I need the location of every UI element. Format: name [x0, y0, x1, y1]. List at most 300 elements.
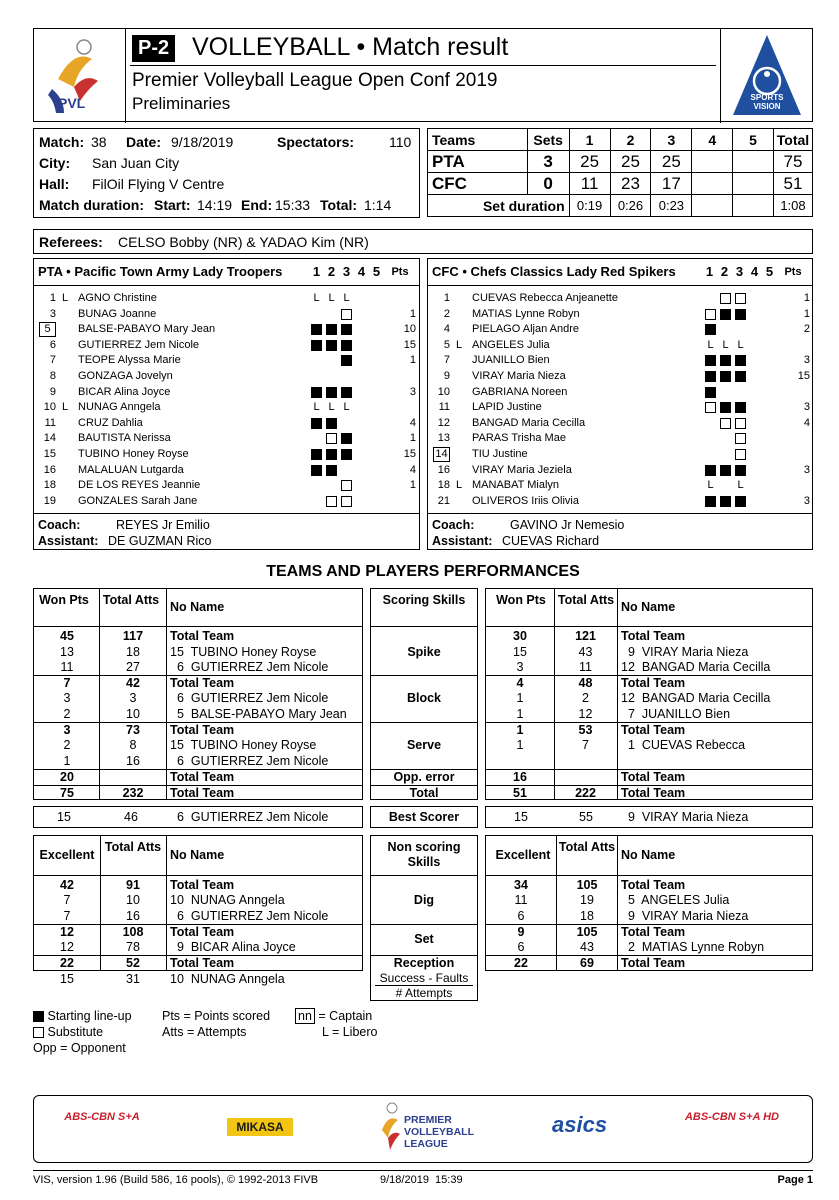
- match-number: 38: [91, 134, 107, 150]
- player-name: PARAS Trisha Mae: [472, 432, 566, 445]
- player-name: 15 TUBINO Honey Royse: [170, 738, 317, 752]
- sets-won: 3: [527, 151, 569, 173]
- player-points: 4: [803, 416, 810, 429]
- won-points: 1: [63, 754, 71, 768]
- set-score: 75: [773, 151, 812, 173]
- player-points: 3: [803, 354, 810, 367]
- set-cell: [720, 478, 731, 493]
- legend-captain-text: = Captain: [318, 1009, 373, 1023]
- spectators-label: Spectators:: [277, 134, 355, 150]
- set-participation: [705, 291, 746, 306]
- total-atts-header: Total Atts: [104, 840, 162, 854]
- set-header: Pts: [391, 265, 409, 278]
- libero-mark: L: [456, 338, 463, 351]
- set-participation: [311, 478, 352, 493]
- sets-won: 0: [527, 173, 569, 195]
- player-name: 5 ANGELES Julia: [621, 893, 730, 907]
- total-attempts: 8: [129, 738, 137, 752]
- libero-mark: L: [722, 338, 729, 351]
- spectators-count: 110: [389, 134, 412, 150]
- divider: [371, 769, 477, 770]
- score-header: 5: [733, 129, 774, 151]
- divider: [486, 785, 812, 786]
- sponsor-abscbn-sa-hd: ABS-CBN S+A HD: [684, 1111, 779, 1123]
- player-number: 11: [44, 416, 56, 429]
- set-cell: [311, 322, 322, 337]
- divider: [34, 769, 362, 770]
- player-row: [428, 400, 812, 416]
- won-points: 75: [60, 786, 74, 800]
- team-a-assistant-label: Assistant:: [38, 534, 99, 548]
- set-participation: [311, 447, 352, 462]
- excellent-header: Excellent: [495, 848, 551, 862]
- team-a-set-headers: [311, 264, 410, 279]
- set-cell: [311, 338, 322, 353]
- filled-square-icon: [311, 449, 322, 460]
- filled-square-icon: [311, 387, 322, 398]
- libero-mark: L: [313, 400, 320, 413]
- end-value: 15:33: [275, 197, 311, 213]
- legend-starting: [33, 1008, 132, 1024]
- nonscoring-skills-header: Non scoring Skills: [387, 840, 461, 869]
- set-duration: 0:19: [569, 195, 610, 217]
- set-cell: [326, 385, 337, 400]
- divider: [375, 985, 473, 986]
- player-number: 5: [39, 322, 56, 337]
- legend-atts: Atts = Attempts: [162, 1025, 247, 1039]
- hall-value: FilOil Flying V Centre: [92, 176, 225, 192]
- player-row: [428, 353, 812, 369]
- set-cell: [311, 431, 322, 446]
- filled-square-icon: [705, 387, 716, 398]
- sponsor-abscbn-sa: ABS-CBN S+A: [64, 1111, 140, 1123]
- player-name: GONZAGA Jovelyn: [78, 370, 173, 382]
- nonscoring-skill-name: Reception: [393, 956, 455, 970]
- libero-mark: L: [343, 291, 350, 304]
- empty-square-icon: [735, 433, 746, 444]
- set-cell: [720, 369, 731, 384]
- player-number: 7: [443, 354, 450, 367]
- set-cell: [311, 307, 322, 322]
- set-score: 11: [569, 173, 610, 195]
- divider: [166, 836, 167, 970]
- excellent-count: 22: [514, 956, 528, 970]
- total-label: Total:: [320, 197, 358, 213]
- sponsor-mikasa: MIKASA: [227, 1118, 293, 1136]
- filled-square-icon: [326, 387, 337, 398]
- set-participation: [311, 353, 352, 368]
- player-name: Total Team: [621, 629, 686, 643]
- player-name: Total Team: [621, 786, 686, 800]
- total-attempts: 16: [126, 909, 140, 923]
- player-name: TIU Justine: [472, 448, 528, 460]
- empty-square-icon: [720, 293, 731, 304]
- set-participation: [705, 385, 746, 400]
- player-name: GONZALES Sarah Jane: [78, 494, 198, 507]
- set-cell: [705, 322, 716, 337]
- set-cell: [705, 291, 716, 306]
- won-points: 1: [516, 691, 524, 705]
- divider: [486, 722, 812, 723]
- player-number: 11: [438, 401, 450, 414]
- won-points: 15: [513, 645, 527, 659]
- score-header: 4: [692, 129, 733, 151]
- player-number: 1: [443, 292, 450, 304]
- player-name: Total Team: [621, 878, 686, 892]
- player-row: [428, 369, 812, 385]
- player-name: BICAR Alina Joyce: [78, 385, 171, 398]
- set-score: [733, 173, 774, 195]
- divider: [428, 285, 812, 286]
- set-participation: [311, 322, 352, 337]
- set-cell: [341, 494, 352, 509]
- set-cell: [341, 369, 352, 384]
- divider: [34, 875, 362, 876]
- team-b-roster: [427, 258, 813, 550]
- libero-mark: L: [328, 291, 335, 304]
- player-name: Total Team: [170, 956, 235, 970]
- total-attempts: 105: [576, 925, 598, 939]
- player-number: 9: [443, 370, 450, 382]
- player-row: [34, 478, 419, 494]
- player-name: BANGAD Maria Cecilla: [472, 416, 586, 429]
- filled-square-icon: [720, 355, 731, 366]
- set-header: 1: [312, 264, 321, 279]
- duration-label: Match duration:: [39, 197, 144, 213]
- set-cell: [705, 463, 716, 478]
- start-label: Start:: [154, 197, 191, 213]
- set-header: 3: [342, 264, 351, 279]
- set-cell: [735, 322, 746, 337]
- player-points: 2: [803, 323, 810, 336]
- player-row: [428, 478, 812, 494]
- filled-square-icon: [735, 402, 746, 413]
- sponsor-asics: asics: [552, 1112, 608, 1137]
- sports-vision-logo: [720, 29, 812, 123]
- divider: [371, 955, 477, 956]
- total-attempts: 31: [126, 972, 140, 986]
- total-attempts: 10: [126, 893, 140, 907]
- match-date: 9/18/2019: [171, 134, 234, 150]
- player-row: [428, 494, 812, 510]
- set-cell: [720, 385, 731, 400]
- won-points: 4: [516, 676, 524, 690]
- legend-mid: [162, 1008, 270, 1040]
- set-score: 25: [569, 151, 610, 173]
- filled-square-icon: [326, 324, 337, 335]
- won-pts-header: Won Pts: [39, 593, 89, 607]
- libero-mark: L: [343, 400, 350, 413]
- player-points: 15: [797, 370, 810, 382]
- page-number: Page 1: [777, 1174, 813, 1186]
- player-row: [34, 307, 419, 323]
- player-number: 6: [49, 338, 56, 351]
- set-cell: [720, 447, 731, 462]
- empty-square-icon: [326, 433, 337, 444]
- best-player: 6 GUTIERREZ Jem Nicole: [170, 810, 329, 824]
- filled-square-icon: [735, 309, 746, 320]
- score-box: [427, 128, 813, 218]
- set-cell: [720, 307, 731, 322]
- player-number: 16: [43, 463, 56, 476]
- player-row: [428, 322, 812, 338]
- best-pts: 15: [57, 810, 71, 824]
- filled-square-icon: [326, 418, 337, 429]
- set-cell: [341, 322, 352, 337]
- set-cell: [720, 416, 731, 431]
- filled-square-icon: [311, 418, 322, 429]
- total-atts-header: Total Atts: [102, 593, 160, 607]
- player-name: ANGELES Julia: [472, 338, 550, 351]
- excellent-count: 6: [517, 940, 525, 954]
- set-cell: [311, 416, 322, 431]
- set-cell: [735, 291, 746, 306]
- player-number: 10: [437, 385, 450, 398]
- player-number: 9: [49, 385, 56, 398]
- filled-square-icon: [720, 402, 731, 413]
- total-attempts: 232: [122, 786, 144, 800]
- total-attempts: 27: [126, 660, 140, 674]
- excellent-count: 11: [514, 893, 528, 907]
- player-name: Total Team: [170, 878, 235, 892]
- score-header: Total: [773, 129, 812, 151]
- set-cell: [341, 338, 352, 353]
- libero-mark: L: [328, 400, 335, 413]
- player-row: [34, 322, 419, 338]
- set-cell: [311, 494, 322, 509]
- set-score: 51: [773, 173, 812, 195]
- player-name: BUNAG Joanne: [78, 307, 157, 320]
- player-name: 6 GUTIERREZ Jem Nicole: [170, 909, 329, 923]
- player-name: Total Team: [621, 925, 686, 939]
- player-name: 2 MATIAS Lynne Robyn: [621, 940, 765, 954]
- excellent-count: 9: [517, 925, 525, 939]
- divider: [371, 722, 477, 723]
- player-points: 10: [403, 323, 416, 336]
- player-name: OLIVEROS Iriis Olivia: [472, 494, 579, 507]
- won-points: 30: [513, 629, 527, 643]
- set-cell: [326, 447, 337, 462]
- set-cell: [720, 291, 731, 306]
- player-name: 9 VIRAY Maria Nieza: [621, 909, 749, 923]
- set-cell: [311, 447, 322, 462]
- libero-mark: L: [62, 401, 69, 414]
- filled-square-icon: [326, 449, 337, 460]
- team-a-name: PTA • Pacific Town Army Lady Troopers: [38, 264, 283, 279]
- player-row: [428, 307, 812, 323]
- libero-mark: L: [456, 479, 463, 492]
- set-cell: [311, 463, 322, 478]
- set-duration: [733, 195, 774, 217]
- date-label: Date:: [126, 134, 162, 150]
- divider: [371, 675, 477, 676]
- set-participation: [311, 494, 352, 509]
- divider: [34, 722, 362, 723]
- excellent-count: 42: [60, 878, 74, 892]
- filled-square-icon: [735, 496, 746, 507]
- best-scorer-label-box: [370, 806, 478, 828]
- player-name: 12 BANGAD Maria Cecilla: [621, 691, 771, 705]
- total-attempts: 43: [580, 940, 594, 954]
- divider: [34, 955, 362, 956]
- excellent-count: 7: [63, 893, 71, 907]
- won-points: 11: [60, 660, 74, 674]
- set-cell: [341, 416, 352, 431]
- no-name-header: No Name: [621, 600, 676, 614]
- player-name: VIRAY Maria Nieza: [472, 370, 566, 382]
- player-name: TUBINO Honey Royse: [78, 448, 189, 460]
- player-name: 1 CUEVAS Rebecca: [621, 738, 746, 752]
- won-points: 3: [63, 723, 71, 737]
- player-row: [428, 416, 812, 432]
- score-header: 1: [569, 129, 610, 151]
- filled-square-icon: [720, 465, 731, 476]
- player-number: 8: [49, 370, 56, 382]
- player-number: 18: [43, 479, 56, 492]
- player-row: [34, 494, 419, 510]
- set-header: 2: [720, 264, 729, 279]
- competition-name: Premier Volleyball League Open Conf 2019: [132, 70, 498, 91]
- set-participation: [705, 416, 746, 431]
- total-attempts: 78: [126, 940, 140, 954]
- player-name: MALALUAN Lutgarda: [78, 463, 184, 476]
- set-cell: [705, 447, 716, 462]
- score-header: Teams: [428, 129, 528, 151]
- won-points: 45: [60, 629, 74, 643]
- set-cell: [705, 494, 716, 509]
- filled-square-icon: [326, 340, 337, 351]
- filled-square-icon: [311, 324, 322, 335]
- set-header: Pts: [784, 265, 802, 278]
- excellent-count: 12: [60, 925, 74, 939]
- player-points: 3: [409, 385, 416, 398]
- libero-mark: L: [313, 291, 320, 304]
- no-name-header: No Name: [170, 600, 225, 614]
- set-cell: [735, 463, 746, 478]
- set-cell: [705, 353, 716, 368]
- team-a-coach: REYES Jr Emilio: [116, 518, 210, 532]
- set-cell: [735, 431, 746, 446]
- player-row: [34, 353, 419, 369]
- header-box: [33, 28, 813, 122]
- legend-substitute: [33, 1024, 132, 1040]
- total-value: 1:14: [364, 197, 392, 213]
- scoring-skills-box: [370, 588, 478, 800]
- set-participation: [705, 463, 746, 478]
- won-points: 51: [513, 786, 527, 800]
- set-cell: [720, 494, 731, 509]
- team-code: CFC: [428, 173, 528, 195]
- set-score: 25: [651, 151, 692, 173]
- total-attempts: 121: [575, 629, 596, 643]
- player-points: 1: [803, 307, 810, 320]
- filled-square-icon: [705, 355, 716, 366]
- player-row: [428, 291, 812, 307]
- libero-mark: L: [62, 292, 69, 304]
- player-name: 12 BANGAD Maria Cecilla: [621, 660, 771, 674]
- total-attempts: 91: [126, 878, 140, 892]
- performance-title: TEAMS AND PLAYERS PERFORMANCES: [266, 563, 580, 580]
- no-name-header: No Name: [621, 848, 676, 862]
- divider: [34, 285, 419, 286]
- player-row: [34, 447, 419, 463]
- total-attempts: 12: [578, 707, 593, 721]
- player-points: 1: [409, 479, 416, 492]
- player-name: Total Team: [621, 956, 686, 970]
- excellent-count: 34: [514, 878, 528, 892]
- team-b-set-headers: [704, 264, 803, 279]
- empty-square-icon: [326, 496, 337, 507]
- report-code-badge: P-2: [132, 35, 175, 62]
- set-score: [692, 151, 733, 173]
- player-points: 4: [409, 463, 416, 476]
- captain-box-icon: nn: [295, 1008, 315, 1024]
- won-pts-header: Won Pts: [496, 593, 546, 607]
- player-number: 18: [437, 479, 450, 492]
- player-row: [428, 447, 812, 463]
- set-participation: [705, 353, 746, 368]
- excellent-count: 15: [60, 972, 74, 986]
- set-header: 2: [327, 264, 336, 279]
- header-divider: [130, 65, 716, 66]
- empty-square-icon: [341, 309, 352, 320]
- score-header: 3: [651, 129, 692, 151]
- empty-square-icon: [735, 418, 746, 429]
- player-row: [428, 385, 812, 401]
- set-cell: [341, 353, 352, 368]
- set-participation: [311, 431, 352, 446]
- libero-mark: L: [737, 338, 744, 351]
- reception-subtitle: Success - Faults: [379, 971, 469, 985]
- team-b-coach: GAVINO Jr Nemesio: [510, 518, 625, 532]
- set-cell: [326, 338, 337, 353]
- filled-square-icon: [311, 465, 322, 476]
- team-b-assistant-label: Assistant:: [432, 534, 493, 548]
- set-score: 25: [610, 151, 651, 173]
- filled-square-icon: [735, 371, 746, 382]
- filled-square-icon: [326, 465, 337, 476]
- divider: [486, 626, 812, 627]
- total-attempts: 48: [578, 676, 593, 690]
- set-participation: [311, 338, 352, 353]
- player-name: 6 GUTIERREZ Jem Nicole: [170, 660, 329, 674]
- player-row: [34, 338, 419, 354]
- player-number: 3: [49, 307, 56, 320]
- player-number: 12: [437, 416, 450, 429]
- set-participation: [705, 307, 746, 322]
- set-cell: [341, 478, 352, 493]
- player-name: Total Team: [621, 770, 686, 784]
- player-number: 4: [443, 323, 450, 336]
- set-header: 5: [765, 264, 774, 279]
- set-cell: [720, 322, 731, 337]
- best-atts: 46: [124, 810, 138, 824]
- filled-square-icon: [341, 433, 352, 444]
- player-name: CRUZ Dahlia: [78, 416, 143, 429]
- divider: [34, 675, 362, 676]
- empty-square-icon: [341, 496, 352, 507]
- divider: [371, 875, 477, 876]
- set-cell: [326, 307, 337, 322]
- legend-right: [295, 1008, 377, 1040]
- legend: [33, 1008, 132, 1056]
- player-name: PIELAGO Aljan Andre: [472, 323, 580, 336]
- nonscoring-skill-name: Dig: [413, 893, 435, 907]
- divider: [617, 589, 618, 799]
- total-attempts: 222: [575, 786, 596, 800]
- excellent-header: Excellent: [39, 848, 95, 862]
- set-cell: [705, 307, 716, 322]
